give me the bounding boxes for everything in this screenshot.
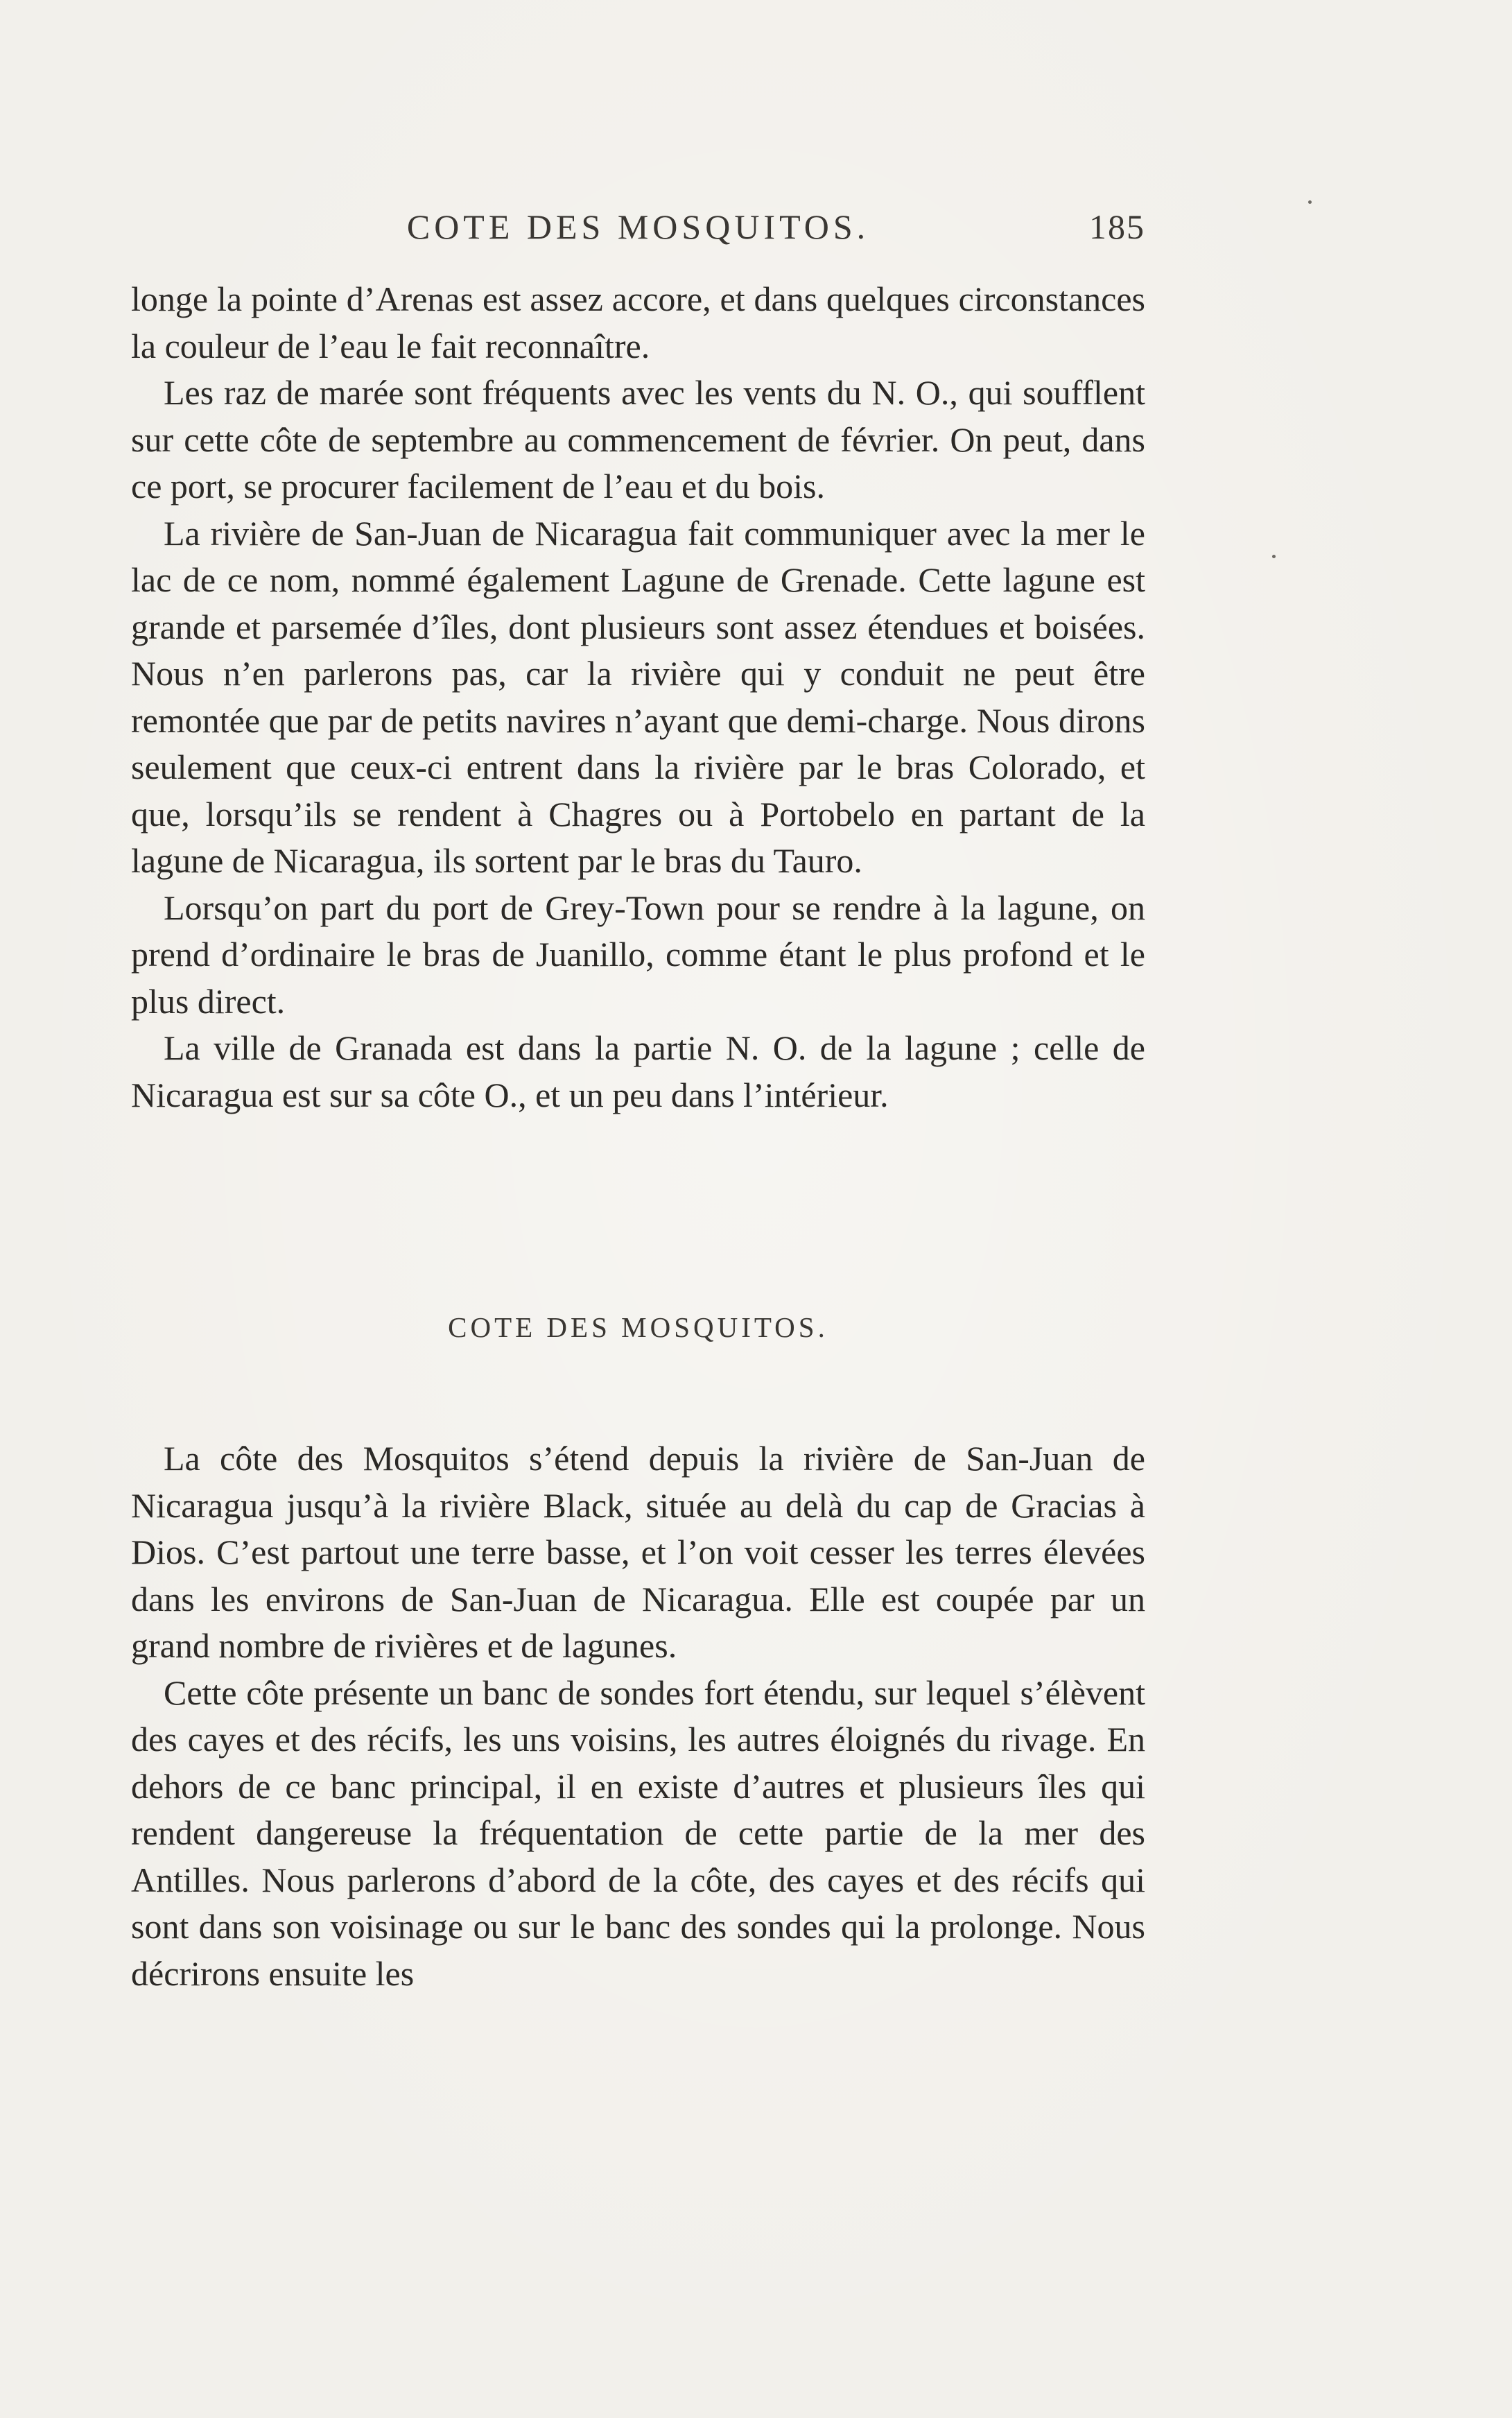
running-head — [131, 207, 1145, 262]
paragraph: longe la pointe d’Arenas est assez accore, et dans quelques circonstances la couleur de l’eau le fait reconnaître. — [131, 279, 1145, 365]
running-title: COTE DES MOSQUITOS. — [406, 207, 870, 246]
paper-speck — [1272, 555, 1276, 558]
body-text-upper — [131, 276, 1145, 1119]
paragraph: La côte des Mosquitos s’étend depuis la rivière de San-Juan de Nicaragua jusqu’à la rivière Black, située au delà du cap de Gracias à Dios. C’est partout une terre basse, et l’on voit cesser les terres élevées dans les environs de San-Juan de Nicaragua. Elle est coupée par un grand nombre de rivières et de lagunes. — [131, 1439, 1145, 1665]
paper-speck — [1308, 200, 1312, 204]
paragraph: La rivière de San-Juan de Nicaragua fait communiquer avec la mer le lac de ce nom, nommé également Lagune de Grenade. Cette lagune est grande et parsemée d’îles, dont plusieurs sont assez étendues et boisées. Nous n’en parlerons pas, car la rivière qui y conduit ne peut être remontée que par de petits navires n’ayant que demi-charge. Nous dirons seulement que ceux-ci entrent dans la rivière par le bras Colorado, et que, lorsqu’ils se rendent à Chagres ou à Portobelo en partant de la lagune de Nicaragua, ils sortent par le bras du Tauro. — [131, 513, 1145, 880]
page-number: 185 — [1089, 207, 1145, 246]
paragraph: Les raz de marée sont fréquents avec les vents du N. O., qui soufflent sur cette côte de septembre au commencement de février. On peut, dans ce port, se procurer facilement de l’eau et du bois. — [131, 373, 1145, 506]
body-text-lower — [131, 1435, 1145, 1997]
paragraph: Cette côte présente un banc de sondes fort étendu, sur lequel s’élèvent des cayes et des récifs, les uns voisins, les autres éloignés du rivage. En dehors de ce banc principal, il en existe d’autres et plusieurs îles qui rendent dangereuse la fréquentation de cette partie de la mer des Antilles. Nous parlerons d’abord de la côte, des cayes et des récifs qui sont dans son voisinage ou sur le banc des sondes qui la prolonge. Nous décrirons ensuite les — [131, 1673, 1145, 1993]
section-heading: COTE DES MOSQUITOS. — [448, 1311, 828, 1343]
paragraph: La ville de Granada est dans la partie N. O. de la lagune ; celle de Nicaragua est sur sa côte O., et un peu dans l’intérieur. — [131, 1028, 1145, 1114]
paragraph: Lorsqu’on part du port de Grey-Town pour se rendre à la lagune, on prend d’ordinaire le bras de Juanillo, comme étant le plus profond et le plus direct. — [131, 888, 1145, 1021]
